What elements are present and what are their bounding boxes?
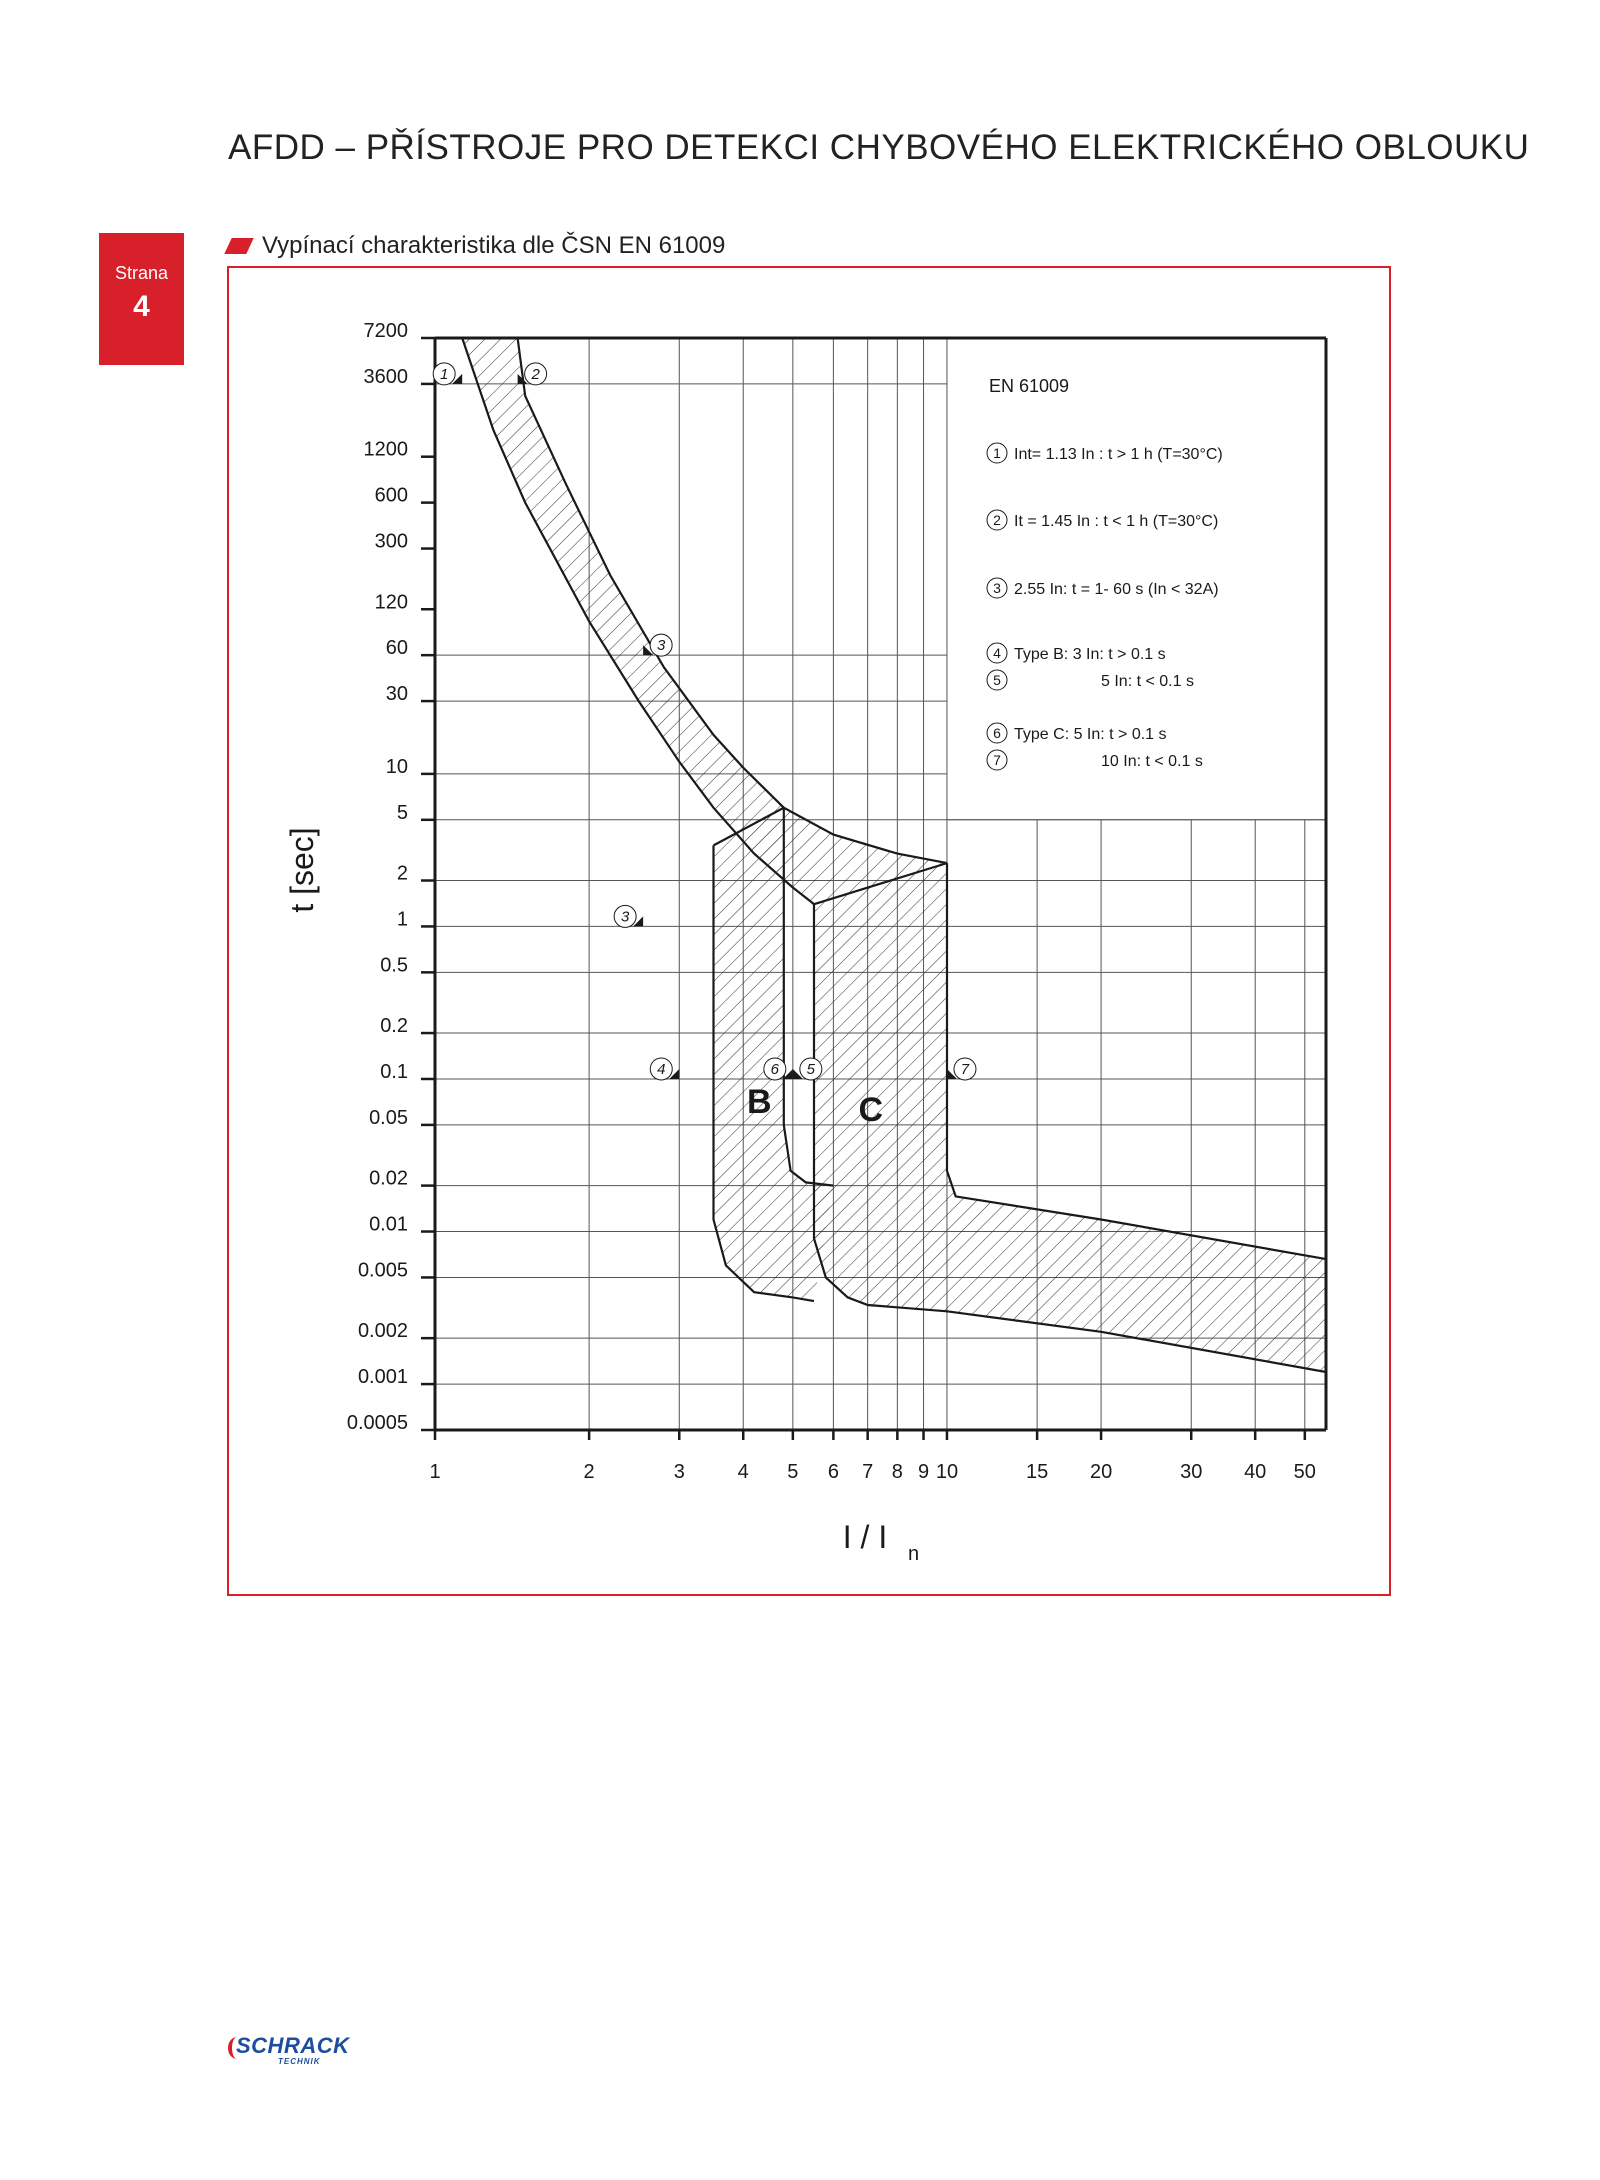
y-tick-label: 0.02 — [369, 1167, 408, 1190]
y-tick-label: 300 — [374, 530, 408, 553]
marker-label-1: 1 — [440, 365, 449, 383]
legend-entry: Int= 1.13 In : t > 1 h (T=30°C) — [1014, 446, 1223, 463]
y-tick-label: 0.002 — [357, 1320, 408, 1343]
page-number: 4 — [133, 290, 150, 323]
legend-number: 3 — [993, 580, 1001, 596]
chart-legend — [987, 376, 1223, 770]
legend-number: 1 — [993, 445, 1001, 461]
x-axis-label: I / I — [842, 1519, 888, 1555]
y-tick-label: 0.5 — [380, 954, 408, 977]
y-tick-label: 0.001 — [357, 1366, 408, 1389]
logo-wordmark: SCHRACK — [236, 2033, 350, 2058]
y-tick-label: 0.0005 — [346, 1412, 408, 1434]
y-tick-label: 0.2 — [380, 1015, 408, 1038]
x-tick-label: 20 — [1089, 1461, 1113, 1483]
page-number-tab — [99, 233, 184, 365]
marker-label-2: 2 — [531, 365, 540, 383]
marker-label-4: 4 — [657, 1060, 666, 1078]
x-tick-label: 9 — [917, 1461, 930, 1483]
logo-tagline: TECHNIK — [278, 2057, 321, 2066]
tripping-characteristic-chart — [229, 268, 1389, 1594]
section-heading — [228, 232, 725, 260]
x-tick-label: 3 — [673, 1461, 685, 1483]
marker-label-3: 3 — [620, 908, 630, 926]
legend-title: EN 61009 — [989, 376, 1070, 396]
section-heading-text: Vypínací charakteristika dle ČSN EN 61009 — [262, 232, 726, 259]
y-tick-label: 0.01 — [369, 1213, 408, 1236]
legend-number: 7 — [993, 752, 1001, 768]
x-tick-label: 5 — [787, 1461, 799, 1483]
band-c-hatch — [814, 863, 1326, 1372]
band-c-upper-curve — [947, 863, 1326, 1259]
section-marker-icon — [224, 238, 253, 254]
legend-number: 5 — [993, 672, 1001, 688]
band-label-c: C — [858, 1091, 884, 1130]
legend-entry: It = 1.45 In : t < 1 h (T=30°C) — [1014, 513, 1219, 530]
x-tick-label: 30 — [1180, 1461, 1203, 1483]
y-tick-label: 1 — [396, 908, 408, 931]
x-tick-label: 10 — [935, 1461, 959, 1483]
x-tick-label: 8 — [891, 1461, 903, 1483]
x-tick-label: 1 — [429, 1461, 441, 1483]
chart-bands — [462, 338, 1326, 1372]
y-tick-label: 5 — [396, 801, 408, 824]
chart-axes — [284, 320, 1326, 1565]
x-tick-label: 50 — [1293, 1461, 1316, 1483]
y-tick-label: 0.05 — [369, 1106, 408, 1129]
legend-number: 4 — [993, 645, 1001, 661]
band-label-b: B — [747, 1082, 772, 1121]
x-tick-label: 6 — [827, 1461, 839, 1483]
x-tick-label: 2 — [583, 1461, 595, 1483]
y-tick-label: 60 — [385, 637, 408, 660]
y-tick-label: 600 — [374, 484, 408, 507]
y-tick-label: 120 — [374, 591, 408, 614]
legend-entry: Type B: 3 In: t > 0.1 s — [1014, 646, 1166, 663]
y-axis-label: t [sec] — [284, 827, 320, 913]
legend-entry: 5 In: t < 0.1 s — [1101, 673, 1194, 690]
chart-frame — [227, 266, 1391, 1596]
legend-entry: Type C: 5 In: t > 0.1 s — [1014, 726, 1167, 743]
page-tab-label: Strana — [114, 263, 169, 283]
thermal-band-hatch — [462, 338, 947, 904]
legend-number: 2 — [993, 512, 1001, 528]
y-tick-label: 2 — [396, 862, 408, 885]
y-tick-label: 30 — [385, 683, 408, 706]
x-tick-label: 4 — [737, 1461, 749, 1483]
x-tick-label: 15 — [1025, 1461, 1049, 1483]
schrack-logo — [228, 2033, 356, 2065]
y-tick-label: 10 — [385, 755, 408, 778]
marker-label-5: 5 — [806, 1060, 816, 1078]
marker-label-6: 6 — [770, 1060, 780, 1078]
y-tick-label: 0.005 — [357, 1259, 408, 1282]
y-tick-label: 7200 — [363, 320, 408, 342]
y-tick-label: 1200 — [363, 438, 408, 461]
x-tick-label: 40 — [1244, 1461, 1267, 1483]
y-tick-label: 0.1 — [380, 1060, 408, 1083]
marker-label-7: 7 — [960, 1060, 970, 1078]
x-tick-label: 7 — [862, 1461, 874, 1483]
y-tick-label: 3600 — [363, 365, 408, 388]
legend-entry: 2.55 In: t = 1- 60 s (In < 32A) — [1014, 581, 1219, 598]
page-title: AFDD – PŘÍSTROJE PRO DETEKCI CHYBOVÉHO ELEKTRICKÉHO OBLOUKU — [228, 128, 1530, 167]
marker-label-3: 3 — [656, 637, 666, 655]
legend-entry: 10 In: t < 0.1 s — [1101, 753, 1203, 770]
legend-number: 6 — [993, 725, 1001, 741]
x-axis-label-subscript: n — [908, 1543, 920, 1565]
